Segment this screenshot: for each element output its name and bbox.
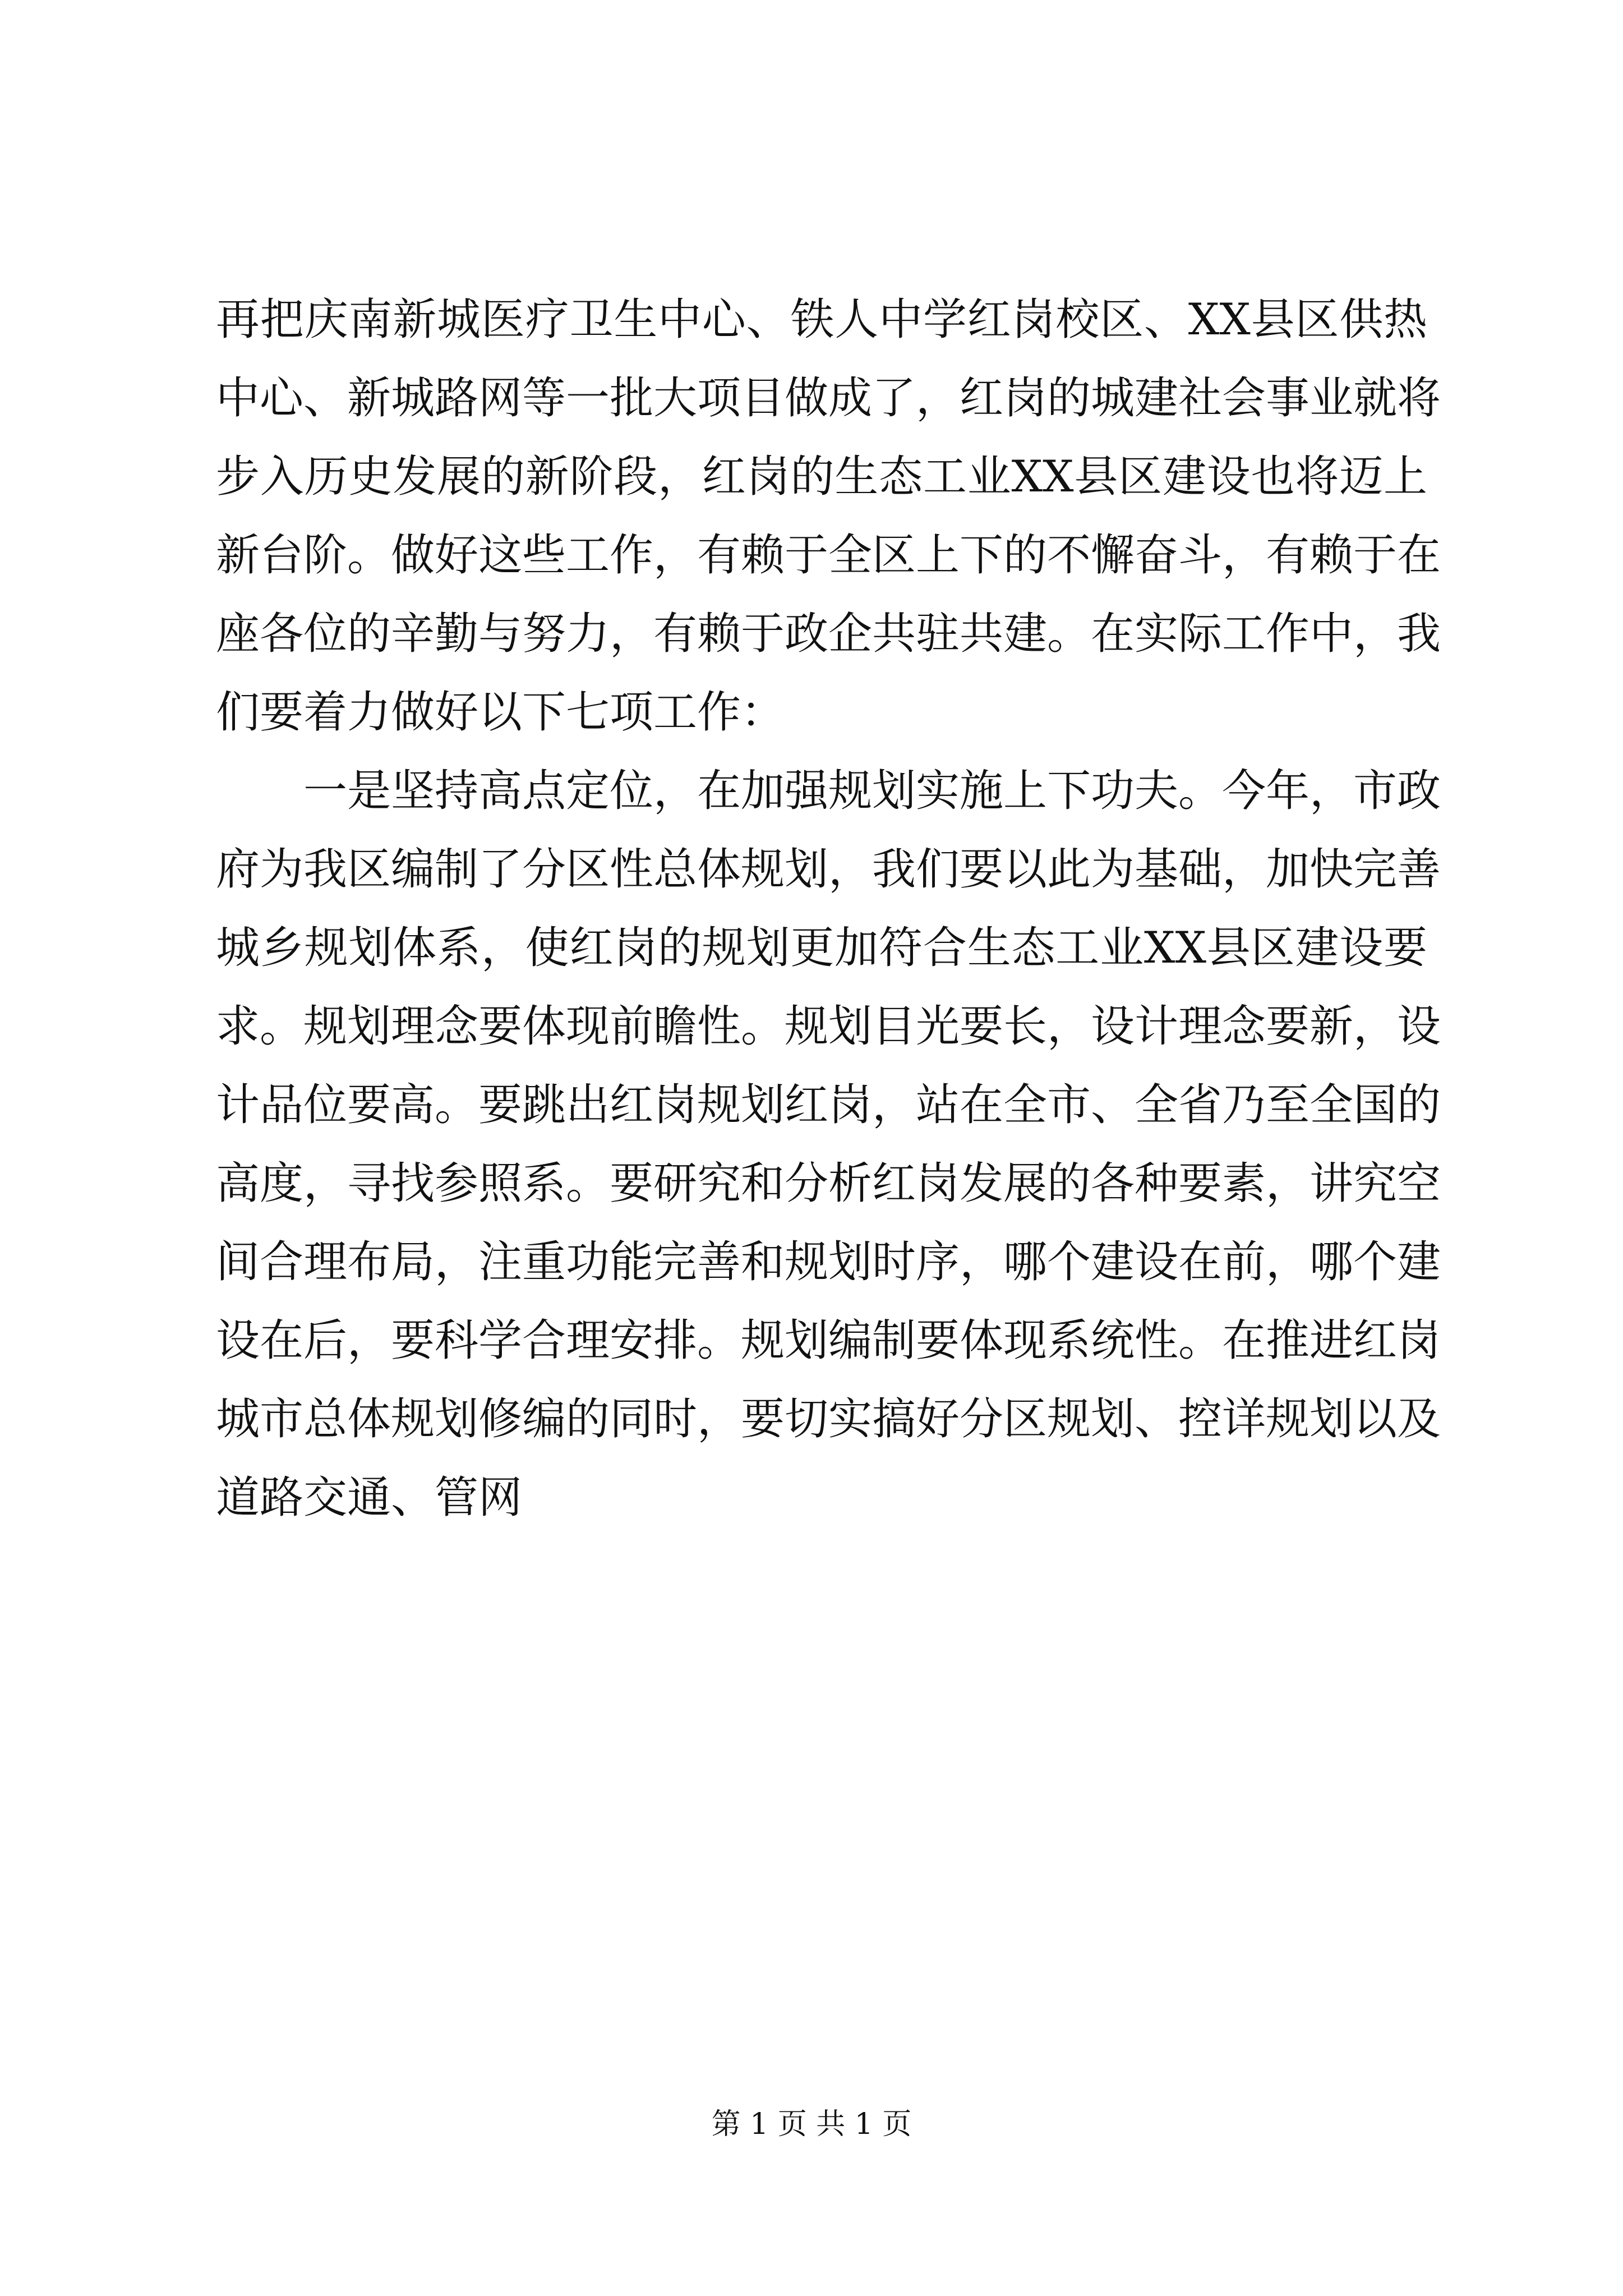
paragraph-2-line-3: 城乡规划体系，使红岗的规划更加符合生态工业XX县区建设要 bbox=[216, 923, 1427, 973]
paragraph-2-line-5: 计品位要高。要跳出红岗规划红岗，站在全市、全省乃至全国的 bbox=[216, 1080, 1441, 1130]
paragraph-1-line-4: 新台阶。做好这些工作，有赖于全区上下的不懈奋斗，有赖于在 bbox=[216, 530, 1441, 581]
paragraph-1-line-5: 座各位的辛勤与努力，有赖于政企共驻共建。在实际工作中，我 bbox=[216, 609, 1441, 659]
paragraph-2-line-1: 一是坚持高点定位，在加强规划实施上下功夫。今年，市政 bbox=[303, 766, 1441, 816]
paragraph-2-line-9: 城市总体规划修编的同时，要切实搞好分区规划、控详规划以及 bbox=[216, 1394, 1441, 1444]
paragraph-1-line-1: 再把庆南新城医疗卫生中心、铁人中学红岗校区、XX县区供热 bbox=[216, 295, 1427, 345]
paragraph-2-line-2: 府为我区编制了分区性总体规划，我们要以此为基础，加快完善 bbox=[216, 844, 1441, 895]
page-number-footer: 第 1 页 共 1 页 bbox=[711, 2108, 912, 2141]
paragraph-1-line-6: 们要着力做好以下七项工作： bbox=[216, 687, 785, 738]
paragraph-2-line-6: 高度，寻找参照系。要研究和分析红岗发展的各种要素，讲究空 bbox=[216, 1158, 1441, 1209]
paragraph-2-line-7: 间合理布局，注重功能完善和规划时序，哪个建设在前，哪个建 bbox=[216, 1237, 1441, 1287]
body-text bbox=[216, 280, 1441, 1537]
paragraph-2-line-4: 求。规划理念要体现前瞻性。规划目光要长，设计理念要新，设 bbox=[216, 1001, 1441, 1052]
paragraph-1-line-2: 中心、新城路网等一批大项目做成了，红岗的城建社会事业就将 bbox=[216, 373, 1441, 424]
paragraph-2-line-10: 道路交通、管网 bbox=[216, 1473, 523, 1523]
paragraph-1-line-3: 步入历史发展的新阶段，红岗的生态工业XX县区建设也将迈上 bbox=[216, 452, 1427, 502]
paragraph-2-line-8: 设在后，要科学合理安排。规划编制要体现系统性。在推进红岗 bbox=[216, 1315, 1441, 1366]
